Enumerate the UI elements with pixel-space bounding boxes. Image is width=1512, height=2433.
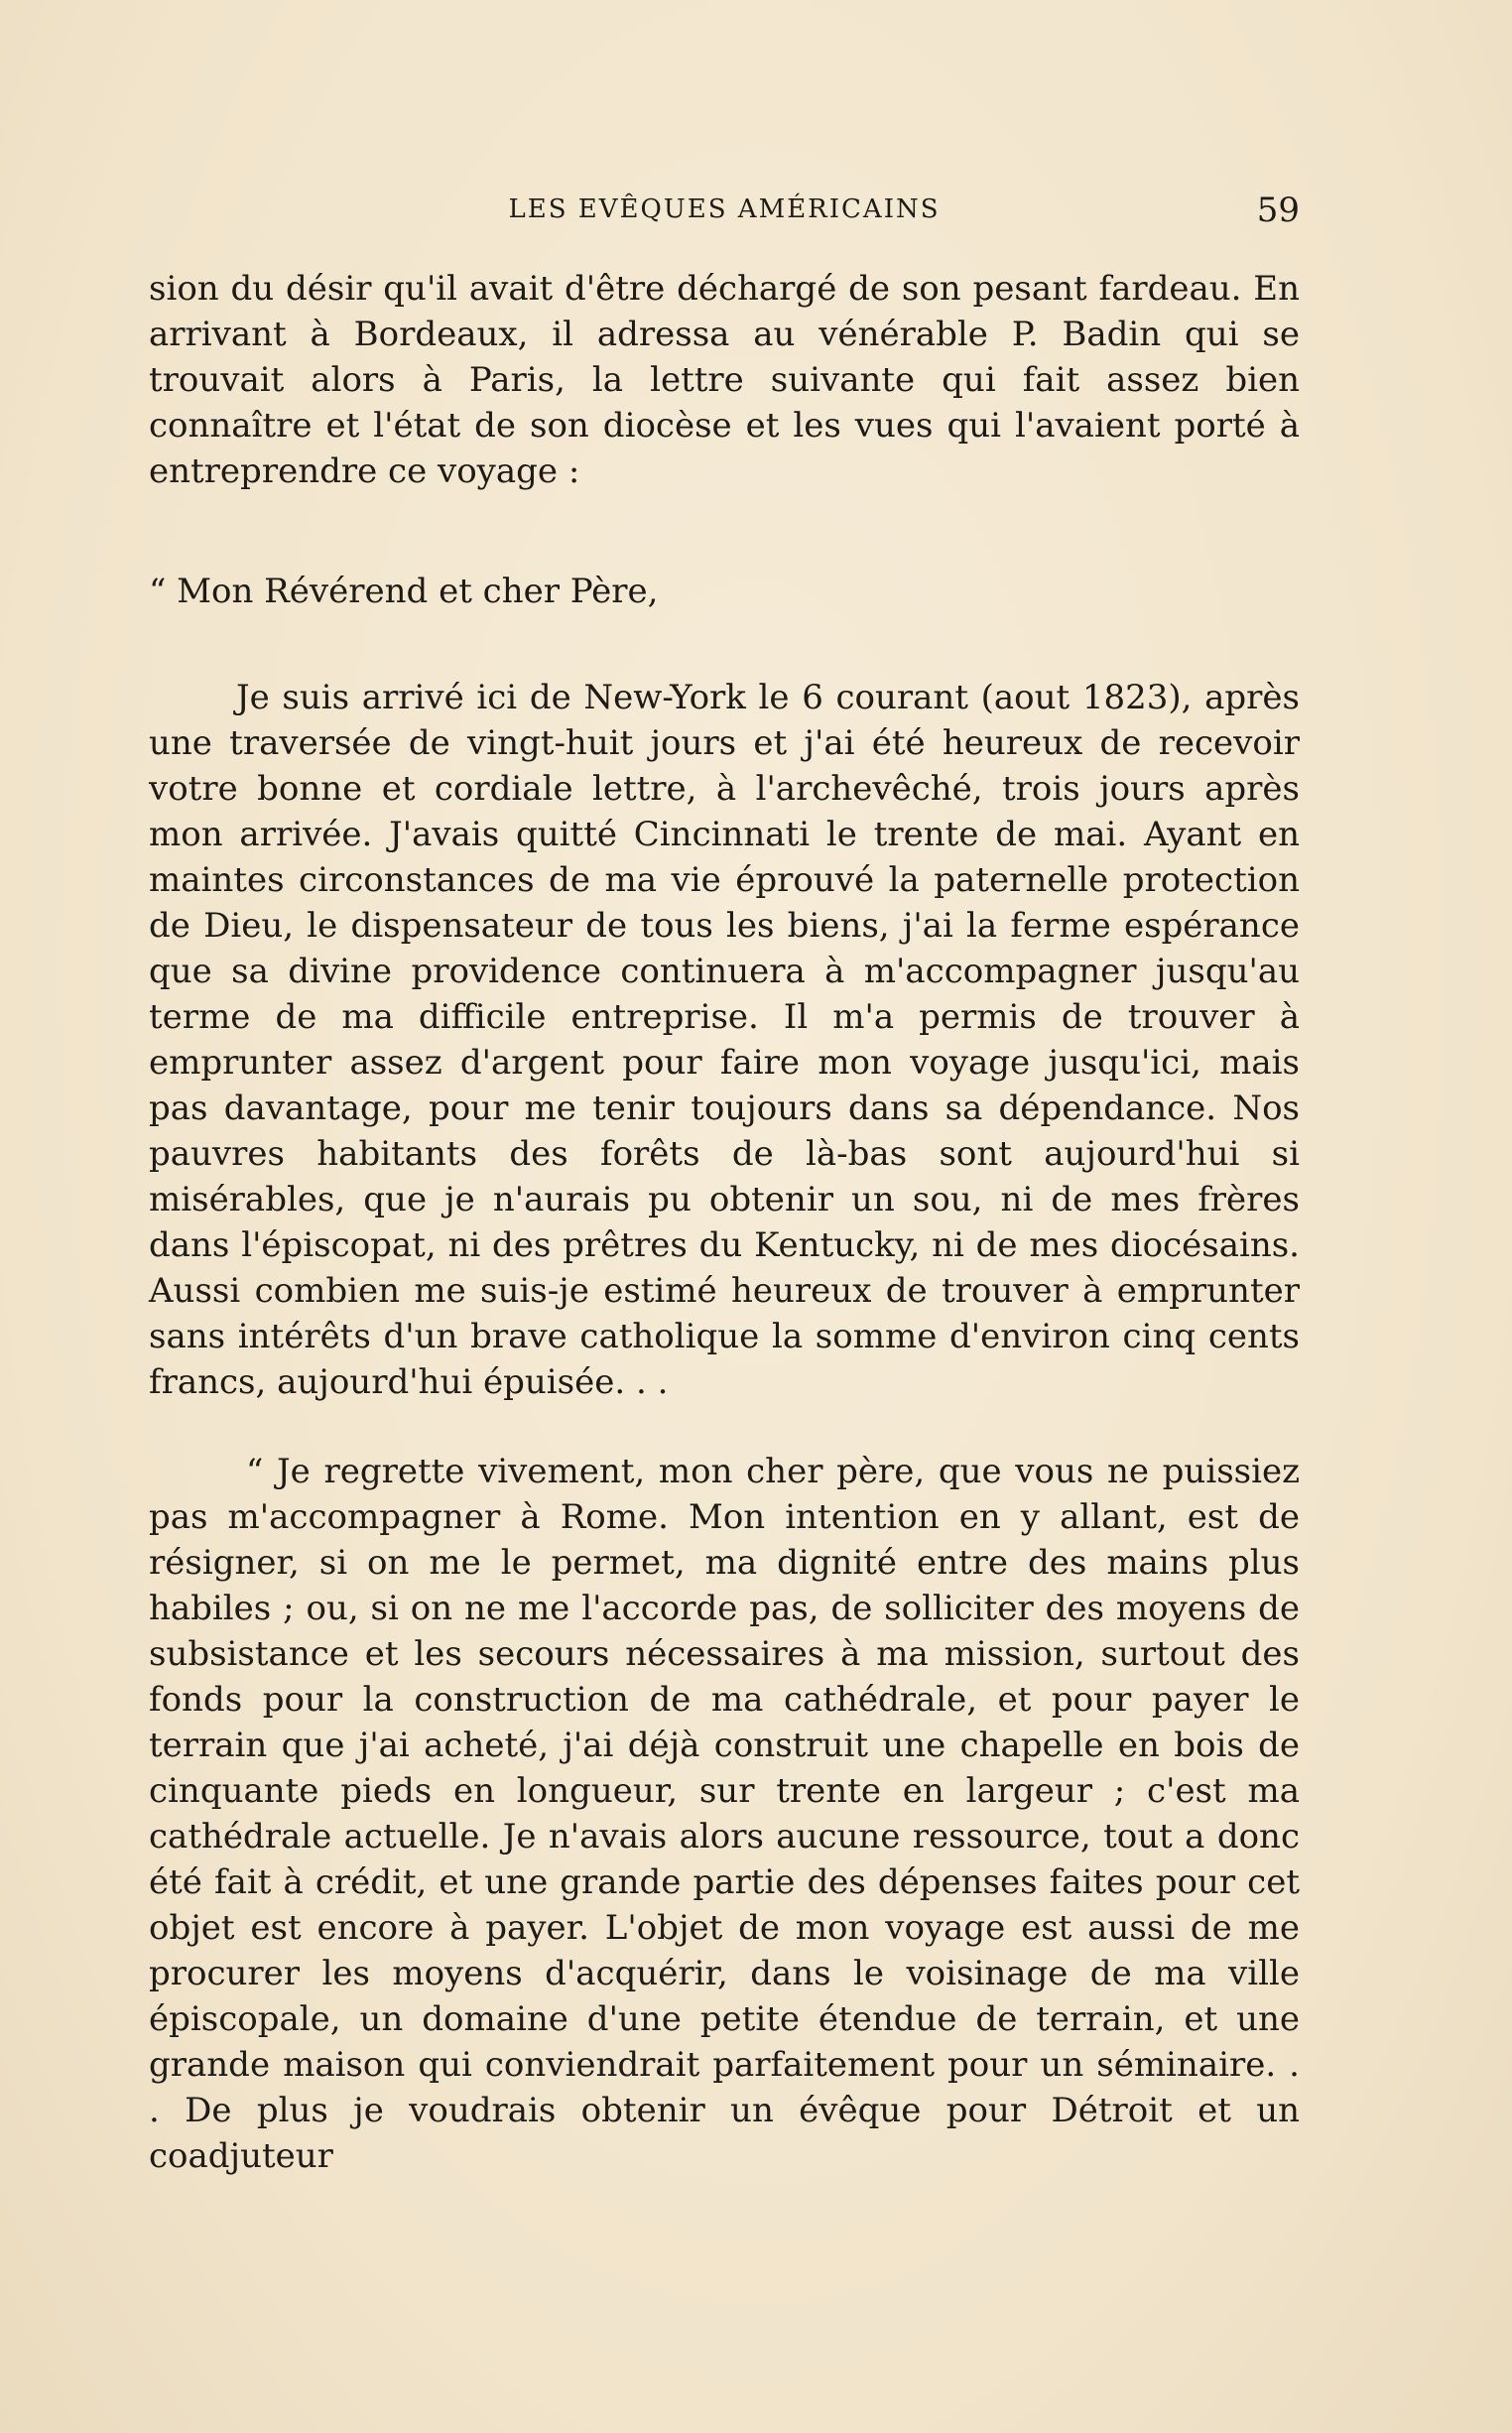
letter-salutation: “ Mon Révérend et cher Père,: [149, 572, 659, 611]
page-header: [149, 191, 1300, 230]
paragraph-intro: sion du désir qu'il avait d'être déchargé de son pesant fardeau. En arrivant à Bordeaux, il adressa au vénérable P. Badin qui se trouvait alors à Paris, la lettre suivante qui fait assez bien connaître et l'état de son diocèse et les vues qui l'avaient porté à entreprendre ce voyage :: [149, 269, 1300, 491]
running-title: LES EVÊQUES AMÉRICAINS: [508, 194, 941, 224]
paragraph-letter-body-1: Je suis arrivé ici de New-York le 6 courant (aout 1823), après une traversée de vingt-huit jours et j'ai été heureux de recevoir votre bonne et cordiale lettre, à l'archevêché, trois jours après mon arrivée. J'avais quitté Cincinnati le trente de mai. Ayant en maintes circonstances de ma vie éprouvé la paternelle protection de Dieu, le dispensateur de tous les biens, j'ai la ferme espérance que sa divine providence continuera à m'accompagner jusqu'au terme de ma difficile entreprise. Il m'a permis de trouver à emprunter assez d'argent pour faire mon voyage jusqu'ici, mais pas davantage, pour me tenir toujours dans sa dépendance. Nos pauvres habitants des forêts de là-bas sont aujourd'hui si misérables, que je n'aurais pu obtenir un sou, ni de mes frères dans l'épiscopat, ni des prêtres du Kentucky, ni de mes diocésains. Aussi combien me suis-je estimé heureux de trouver à emprunter sans intérêts d'un brave catholique la somme d'environ cinq cents francs, aujourd'hui épuisée. . .: [149, 678, 1300, 1402]
page-number: 59: [1256, 191, 1300, 230]
paragraph-letter-body-2: “ Je regrette vivement, mon cher père, que vous ne puissiez pas m'accompagner à Rome. Mon intention en y allant, est de résigner, si on me le permet, ma dignité entre des mains plus habiles ; ou, si on ne me l'accorde pas, de solliciter des moyens de subsistance et les secours nécessaires à ma mission, surtout des fonds pour la construction de ma cathédrale, et pour payer le terrain que j'ai acheté, j'ai déjà construit une chapelle en bois de cinquante pieds en longueur, sur trente en largeur ; c'est ma cathédrale actuelle. Je n'avais alors aucune ressource, tout a donc été fait à crédit, et une grande partie des dépenses faites pour cet objet est encore à payer. L'objet de mon voyage est aussi de me procurer les moyens d'acquérir, dans le voisinage de ma ville épiscopale, un domaine d'une petite étendue de terrain, et une grande maison qui conviendrait parfaitement pour un séminaire. . . De plus je voudrais obtenir un évêque pour Détroit et un coadjuteur: [149, 1452, 1300, 2176]
